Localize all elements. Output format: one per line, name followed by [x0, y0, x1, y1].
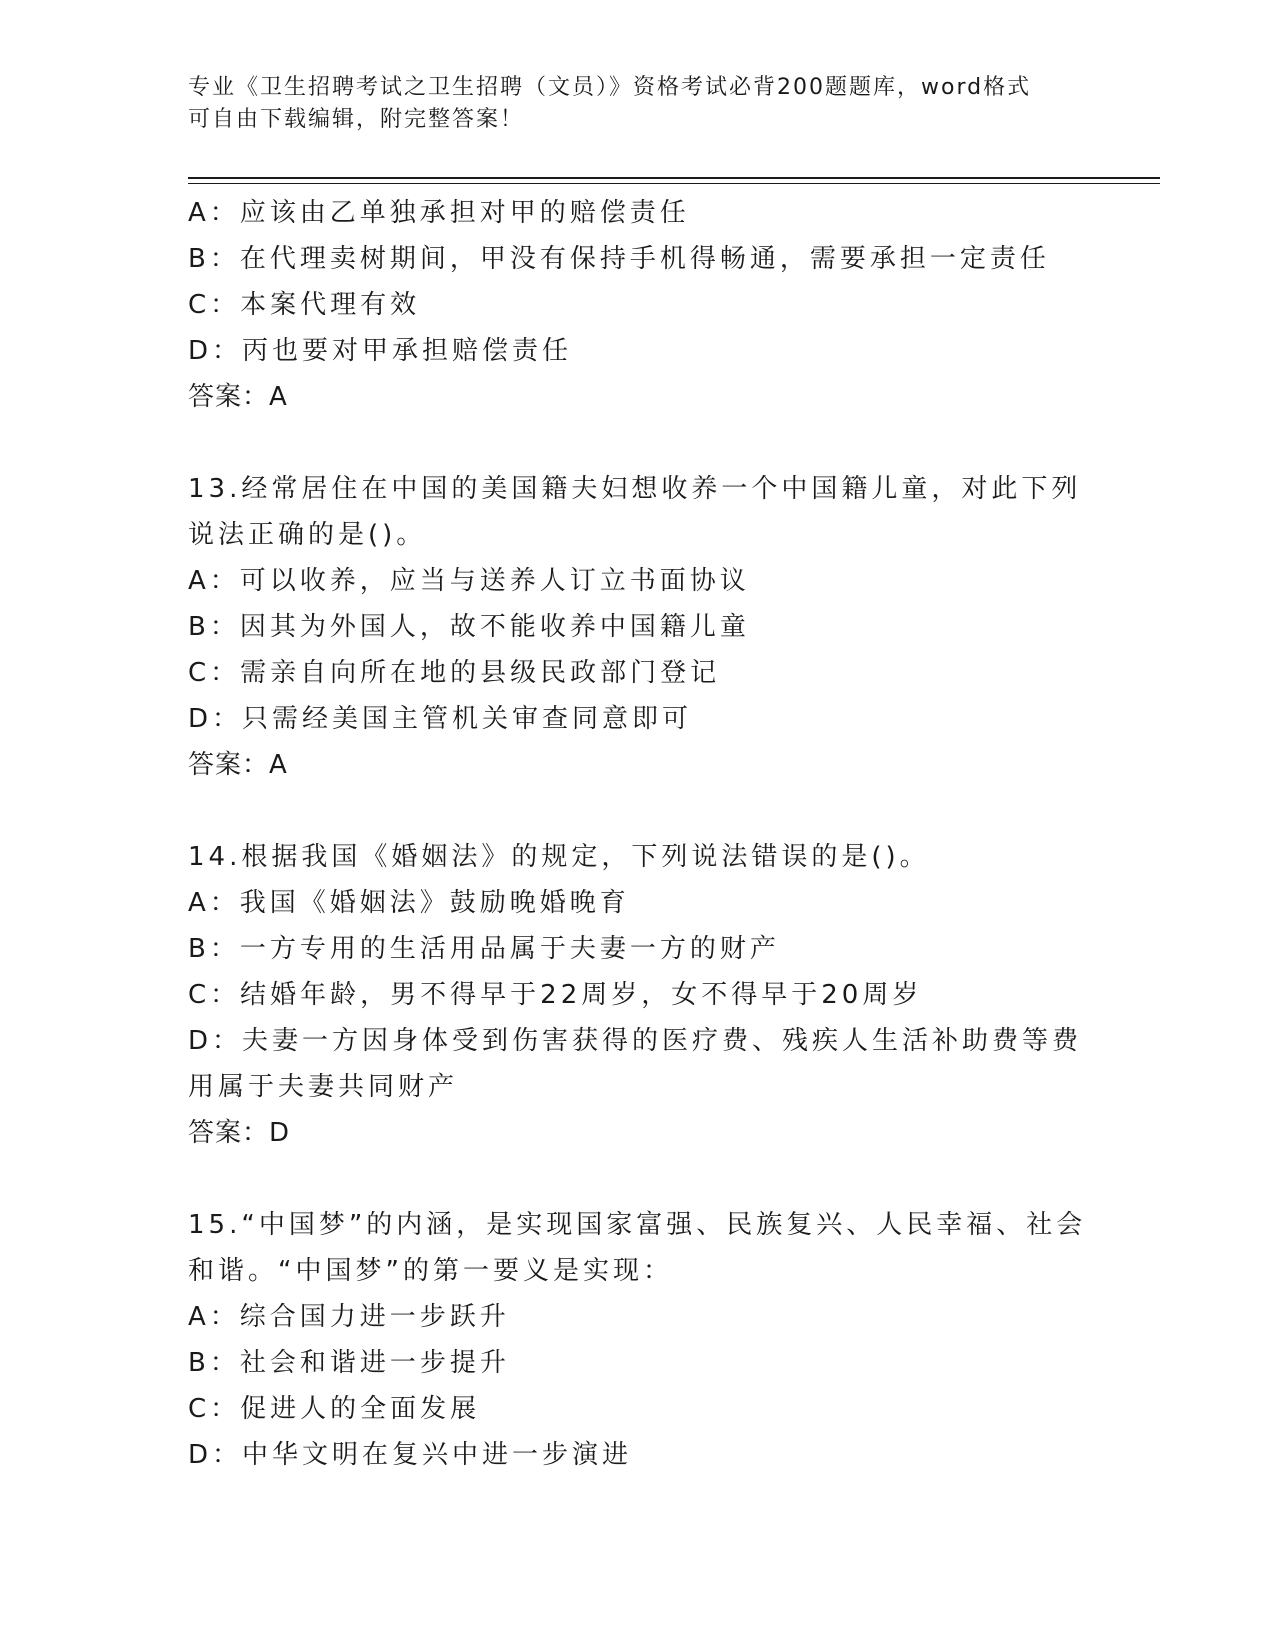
- option-d: D：夫妻一方因身体受到伤害获得的医疗费、残疾人生活补助费等费用属于夫妻共同财产: [188, 1026, 1083, 1102]
- option-b: B：社会和谐进一步提升: [188, 1348, 510, 1378]
- question-text: 15.“中国梦”的内涵，是实现国家富强、民族复兴、人民幸福、社会和谐。“中国梦”的第一要义是实现：: [188, 1210, 1087, 1286]
- option-b: B：一方专用的生活用品属于夫妻一方的财产: [188, 934, 780, 964]
- question-text: 14.根据我国《婚姻法》的规定，下列说法错误的是()。: [188, 842, 930, 872]
- document-header: [188, 72, 1068, 136]
- answer: 答案：D: [188, 1118, 291, 1148]
- question-text: 13.经常居住在中国的美国籍夫妇想收养一个中国籍儿童，对此下列说法正确的是()。: [188, 474, 1082, 550]
- spacer: [188, 420, 1088, 466]
- option-c: C：促进人的全面发展: [188, 1394, 481, 1424]
- header-divider-thin: [188, 183, 1160, 184]
- option-b: B：因其为外国人，故不能收养中国籍儿童: [188, 612, 750, 642]
- option-a: A：可以收养，应当与送养人订立书面协议: [188, 566, 750, 596]
- header-divider-thick: [188, 177, 1160, 179]
- option-d: D：中华文明在复兴中进一步演进: [188, 1440, 633, 1470]
- option-a: A：我国《婚姻法》鼓励晚婚晚育: [188, 888, 630, 918]
- answer: 答案：A: [188, 750, 288, 780]
- option-d: D：只需经美国主管机关审查同意即可: [188, 704, 693, 734]
- question-12-continued: [188, 190, 1088, 420]
- answer: 答案：A: [188, 382, 288, 412]
- option-d: D：丙也要对甲承担赔偿责任: [188, 336, 573, 366]
- question-13: [188, 466, 1088, 788]
- header-line-2: 可自由下载编辑，附完整答案！: [188, 107, 525, 132]
- spacer: [188, 788, 1088, 834]
- option-b: B：在代理卖树期间，甲没有保持手机得畅通，需要承担一定责任: [188, 244, 1050, 274]
- question-15: [188, 1202, 1088, 1478]
- document-body: [188, 190, 1088, 1478]
- option-c: C：需亲自向所在地的县级民政部门登记: [188, 658, 721, 688]
- option-a: A：应该由乙单独承担对甲的赔偿责任: [188, 198, 690, 228]
- option-c: C：本案代理有效: [188, 290, 421, 320]
- option-a: A：综合国力进一步跃升: [188, 1302, 510, 1332]
- option-c: C：结婚年龄，男不得早于22周岁，女不得早于20周岁: [188, 980, 923, 1010]
- spacer: [188, 1156, 1088, 1202]
- question-14: [188, 834, 1088, 1156]
- header-line-1: 专业《卫生招聘考试之卫生招聘（文员）》资格考试必背200题题库，word格式: [188, 75, 1032, 100]
